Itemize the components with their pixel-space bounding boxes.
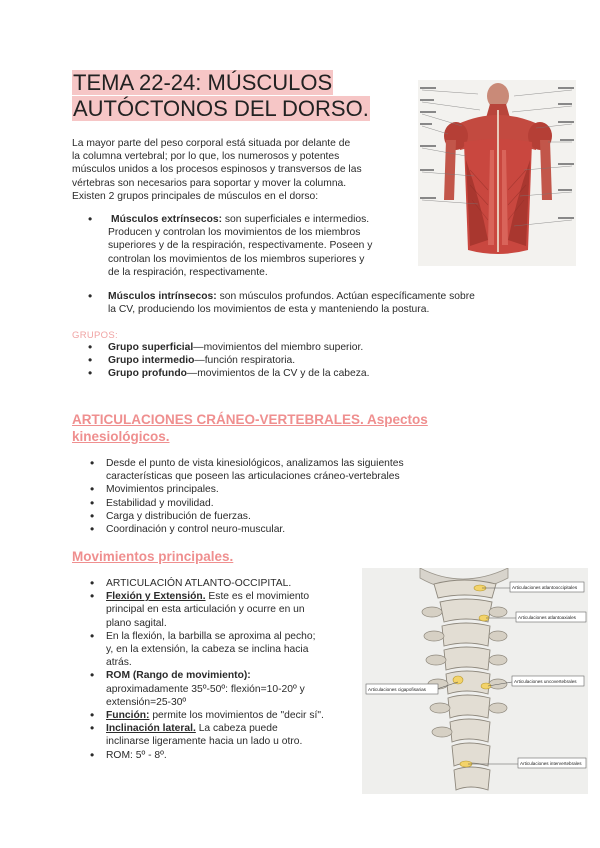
- movimientos-list: [72, 577, 372, 762]
- list-item: • Desde el punto de vista kinesiológicos, analizamos las siguientes características que poseen las articulaciones cráneo-vertebrales: [72, 457, 492, 483]
- list-item: • Grupo profundo—movimientos de la CV y de la cabeza.: [72, 367, 472, 380]
- back-muscles-image: [418, 80, 576, 266]
- grupos-label: GRUPOS:: [72, 330, 118, 341]
- page-title: TEMA 22-24: MÚSCULOS AUTÓCTONOS DEL DORSO.: [73, 70, 369, 121]
- list-item: • Carga y distribución de fuerzas.: [72, 510, 492, 523]
- list-item: • Estabilidad y movilidad.: [72, 497, 492, 510]
- list-item: • Músculos extrínsecos: son superficiales e intermedios. Producen y controlan los movimientos de los miembros superiores y de la respiración, respectivamente. Poseen y controlan los movimientos de los miembros superiores y de la respiración, respectivamente.: [72, 213, 417, 279]
- grupos-list: [72, 341, 472, 381]
- list-item: • Movimientos principales.: [72, 483, 492, 496]
- section-heading-articulaciones: ARTICULACIONES CRÁNEO-VERTEBRALES. Aspectos kinesiológicos.: [72, 412, 428, 444]
- spine-label-atlantoaxiales: Articulaciones atlantoaxiales: [518, 615, 576, 620]
- list-item: • Grupo intermedio—función respiratoria.: [72, 354, 472, 367]
- extrinsecos-list: [72, 213, 417, 279]
- list-item: • En la flexión, la barbilla se aproxima al pecho; y, en la extensión, la cabeza se inclina hacia atrás.: [72, 630, 372, 670]
- list-item: • Función: permite los movimientos de "decir sí".: [72, 709, 372, 722]
- list-item: • ROM (Rango de movimiento): aproximadamente 35º-50º: flexión=10-20º y extensión=25-30º: [72, 669, 372, 709]
- articulaciones-list: [72, 457, 492, 536]
- list-item: • ROM: 5º - 8º.: [72, 749, 372, 762]
- spine-label-uncovertebrales: Articulaciones uncovertebrales: [514, 679, 577, 684]
- list-item: • ARTICULACIÓN ATLANTO-OCCIPITAL.: [72, 577, 372, 590]
- intrinsecos-list: [72, 290, 542, 316]
- spine-label-cigapofisarias: Articulaciones cigapofisarias: [368, 687, 426, 692]
- list-item: • Inclinación lateral. La cabeza puede inclinarse ligeramente hacia un lado u otro.: [72, 722, 372, 748]
- spine-label-atlantooccipitales: Articulaciones atlantooccipitales: [512, 585, 578, 590]
- list-item: • Músculos intrínsecos: son músculos profundos. Actúan específicamente sobre la CV, produciendo los movimientos de esta y manteniendo la postura.: [72, 290, 542, 316]
- section-heading-movimientos: Movimientos principales.: [72, 549, 234, 564]
- spine-label-intervertebrales: Articulaciones intervertebrales: [520, 761, 582, 766]
- list-item: • Flexión y Extensión. Este es el movimiento principal en esta articulación y ocurre en un plano sagital.: [72, 590, 372, 630]
- list-item: • Coordinación y control neuro-muscular.: [72, 523, 492, 536]
- intro-paragraph: La mayor parte del peso corporal está situada por delante de la columna vertebral; por lo que, los numerosos y potentes músculos unidos a los procesos espinosos y transversos de las vértebras son necesarios para soportar y mover la columna. Existen 2 grupos principales de músculos en el dorso:: [72, 138, 362, 202]
- list-item: • Grupo superficial—movimientos del miembro superior.: [72, 341, 472, 354]
- cervical-spine-image: [362, 568, 588, 794]
